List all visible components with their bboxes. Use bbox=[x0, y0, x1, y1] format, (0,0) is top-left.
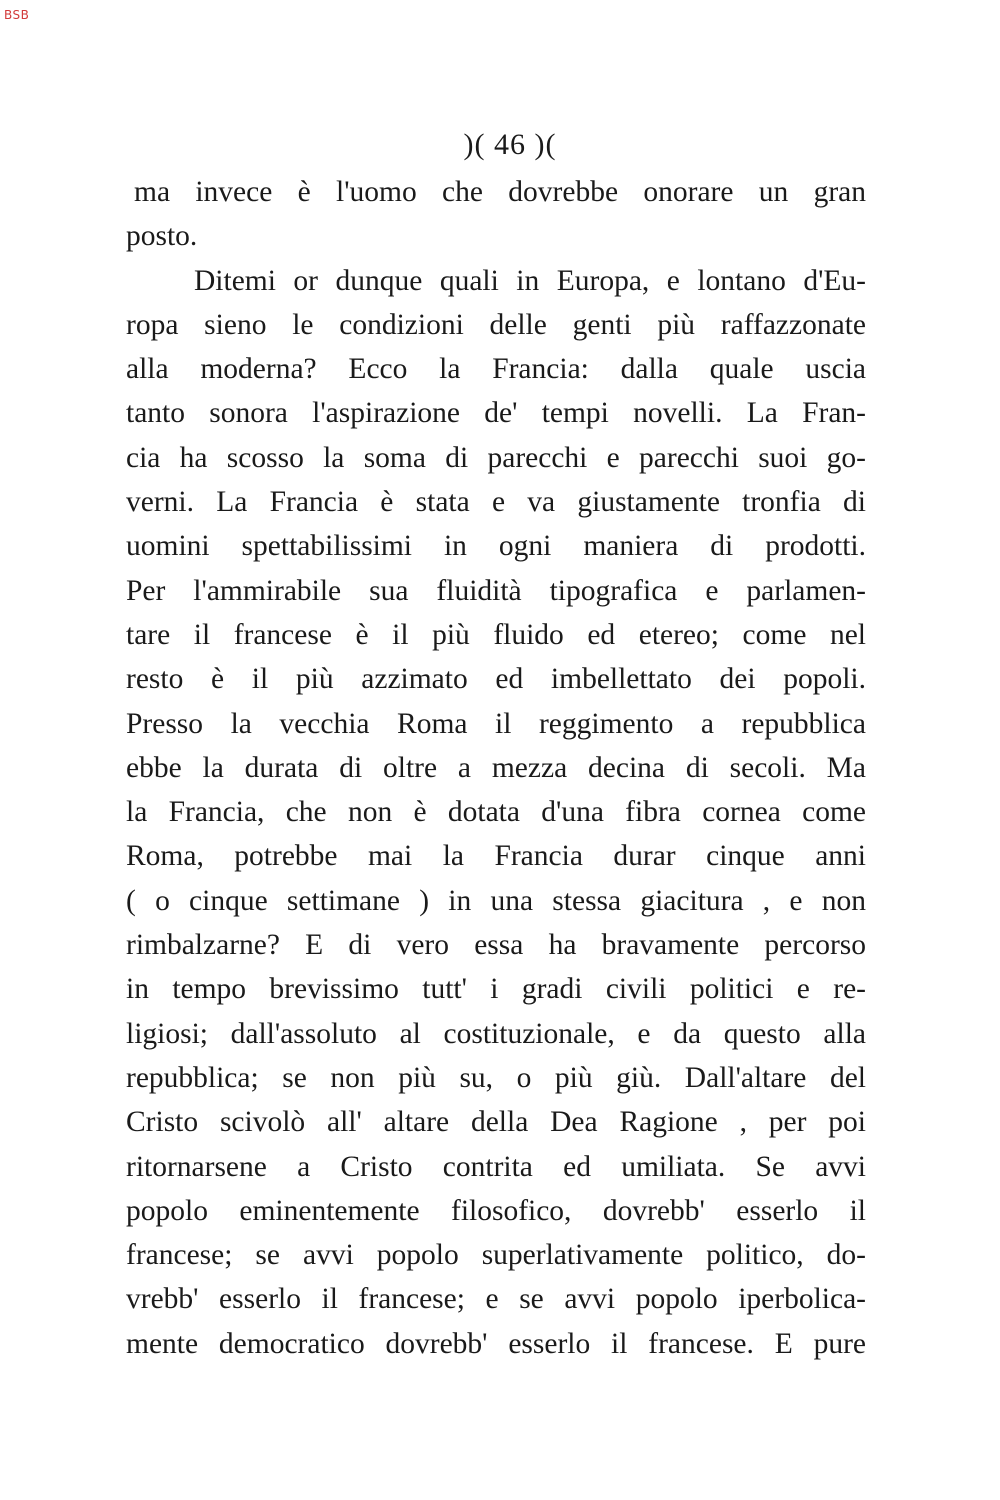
text-line: cia ha scosso la soma di parecchi e parecchi suoi go- bbox=[126, 441, 866, 474]
text-line: ebbe la durata di oltre a mezza decina di secoli. Ma bbox=[126, 751, 866, 784]
page-text bbox=[126, 170, 866, 1366]
text-line: mente democratico dovrebb' esserlo il francese. E pure bbox=[126, 1327, 866, 1360]
text-line: francese; se avvi popolo superlativamente politico, do- bbox=[126, 1239, 866, 1272]
text-line: uomini spettabilissimi in ogni maniera di prodotti. bbox=[126, 530, 866, 563]
text-line: rimbalzarne? E di vero essa ha bravamente percorso bbox=[126, 929, 866, 962]
text-line: tanto sonora l'aspirazione de' tempi novelli. La Fran- bbox=[126, 397, 866, 430]
text-line: ma invece è l'uomo che dovrebbe onorare un gran bbox=[134, 176, 866, 208]
library-watermark: BSB bbox=[4, 8, 30, 22]
text-line: popolo eminentemente filosofico, dovrebb' esserlo il bbox=[126, 1194, 866, 1227]
text-line: repubblica; se non più su, o più giù. Dall'altare del bbox=[126, 1061, 866, 1094]
text-line: vrebb' esserlo il francese; e se avvi popolo iperbolica- bbox=[126, 1283, 866, 1316]
text-line: ropa sieno le condizioni delle genti più raffazzonate bbox=[126, 308, 866, 341]
text-line: Per l'ammirabile sua fluidità tipografica e parlamen- bbox=[126, 574, 866, 607]
text-line: la Francia, che non è dotata d'una fibra cornea come bbox=[126, 796, 866, 829]
text-line: alla moderna? Ecco la Francia: dalla quale uscia bbox=[126, 353, 866, 386]
text-line: posto. bbox=[126, 220, 198, 253]
text-line: Roma, potrebbe mai la Francia durar cinque anni bbox=[126, 840, 866, 873]
page-number: )( 46 )( bbox=[463, 128, 557, 161]
text-line: Ditemi or dunque quali in Europa, e lontano d'Eu- bbox=[194, 264, 866, 297]
text-line: Cristo scivolò all' altare della Dea Ragione , per poi bbox=[126, 1106, 866, 1139]
text-line: Presso la vecchia Roma il reggimento a repubblica bbox=[126, 707, 866, 740]
text-line: tare il francese è il più fluido ed etereo; come nel bbox=[126, 618, 866, 651]
text-line: resto è il più azzimato ed imbellettato dei popoli. bbox=[126, 663, 866, 696]
text-line: verni. La Francia è stata e va giustamente tronfia di bbox=[126, 486, 866, 519]
text-line: ligiosi; dall'assoluto al costituzionale, e da questo alla bbox=[126, 1017, 866, 1050]
text-line: in tempo brevissimo tutt' i gradi civili politici e re- bbox=[126, 973, 866, 1006]
text-line: ( o cinque settimane ) in una stessa giacitura , e non bbox=[126, 884, 866, 917]
text-line: ritornarsene a Cristo contrita ed umiliata. Se avvi bbox=[126, 1150, 866, 1183]
